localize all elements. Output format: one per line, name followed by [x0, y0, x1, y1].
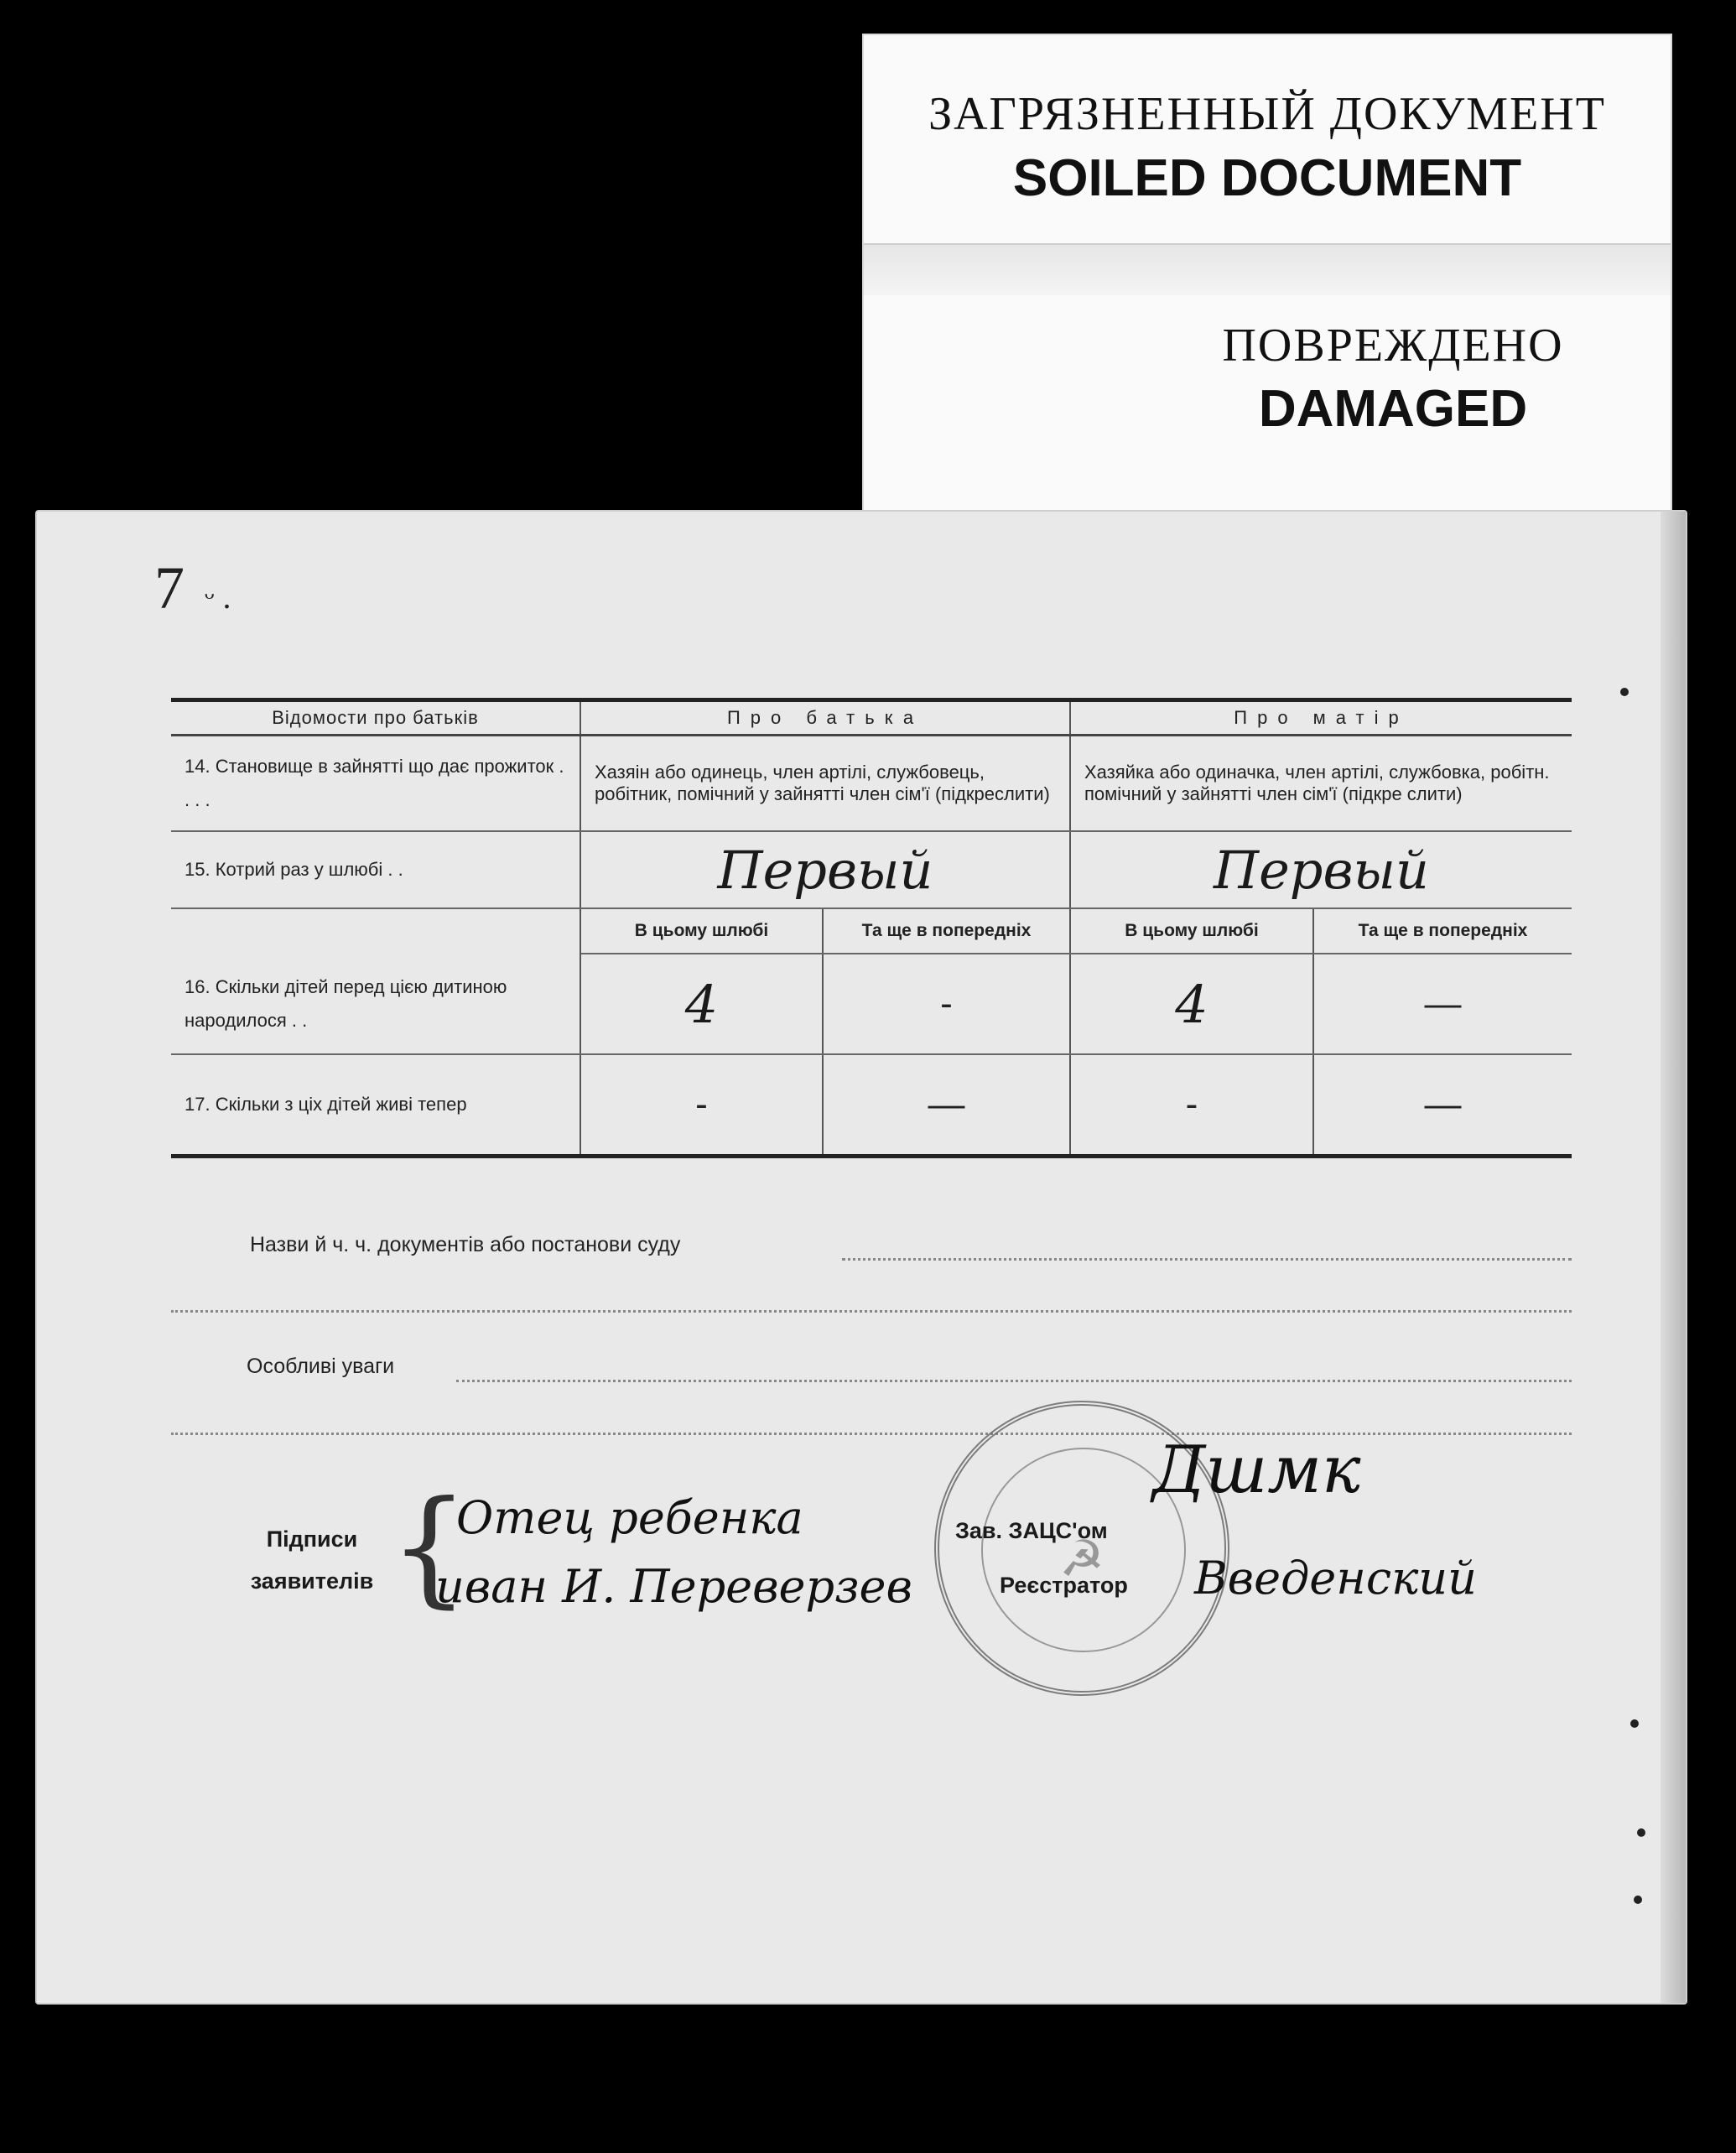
applicant-signature-line1: Отец ребенка	[456, 1491, 803, 1544]
row17-father-current: -	[580, 1054, 823, 1157]
remarks-dotted-line	[456, 1380, 1572, 1382]
damaged-notice-en: DAMAGED	[1258, 380, 1528, 438]
signatures-brace: {	[389, 1474, 470, 1620]
header-about-father: Про батька	[580, 700, 1070, 736]
applicant-signature-line2: иван И. Переверзев	[435, 1560, 912, 1613]
table-header-row	[171, 700, 1572, 736]
row17-father-previous: —	[823, 1054, 1070, 1157]
table-subheader-row	[171, 908, 1572, 954]
subheader-mother-previous: Та ще в попередніх	[1313, 908, 1572, 954]
header-parents-info: Відомости про батьків	[171, 700, 580, 736]
row16-father-current: 4	[580, 954, 823, 1054]
subheader-father-previous: Та ще в попередніх	[823, 908, 1070, 954]
row16-mother-previous: —	[1313, 954, 1572, 1054]
documents-dotted-line-2	[171, 1310, 1572, 1313]
subheader-mother-current: В цьому шлюбі	[1070, 908, 1313, 954]
subheader-spacer	[171, 908, 580, 954]
row16-father-previous: -	[823, 954, 1070, 1054]
row14-label: 14. Становище в зайнятті що дає прожиток . . . .	[171, 736, 580, 832]
damage-notice-card	[862, 34, 1672, 519]
documents-label: Назви й ч. ч. документів або постанови суду	[250, 1233, 681, 1256]
corner-mark: 7	[154, 554, 185, 621]
damaged-notice-ru: ПОВРЕЖДЕНО	[1222, 320, 1564, 372]
row16-label: 16. Скільки дітей перед цією дитиною народилося . .	[171, 954, 580, 1054]
head-label: Зав. ЗАЦС'ом	[955, 1518, 1108, 1543]
punch-hole	[1637, 1828, 1645, 1837]
documents-dotted-line	[842, 1258, 1572, 1261]
soiled-notice-ru: ЗАГРЯЗНЕННЫЙ ДОКУМЕНТ	[928, 88, 1606, 140]
notice-fold	[864, 243, 1671, 295]
table-row-14	[171, 736, 1572, 832]
row15-father-value: Первый	[580, 831, 1070, 908]
table-row-16	[171, 954, 1572, 1054]
corner-scribble: ᵕ .	[205, 578, 231, 616]
punch-hole	[1630, 1719, 1639, 1728]
subheader-father-current: В цьому шлюбі	[580, 908, 823, 954]
punch-hole	[1634, 1896, 1642, 1904]
row17-mother-current: -	[1070, 1054, 1313, 1157]
table-row-17	[171, 1054, 1572, 1157]
row14-mother-options: Хазяйка або одиначка, член артілі, службовка, робітн. помічний у зайнятті член сім'ї (підкре слити)	[1070, 736, 1572, 832]
signatures-label-line2: заявителів	[250, 1568, 374, 1594]
soiled-notice-en: SOILED DOCUMENT	[1012, 149, 1522, 207]
remarks-label: Особливі уваги	[247, 1355, 395, 1378]
row15-label: 15. Котрий раз у шлюбі . .	[171, 831, 580, 908]
record-sheet	[35, 510, 1687, 2005]
sheet-edge	[1661, 512, 1686, 2003]
registrar-label: Реєстратор	[1000, 1573, 1128, 1598]
seal-emblem: ☭	[1059, 1531, 1104, 1587]
row14-father-options: Хазяін або одинець, член артілі, службовець, робітник, помічний у зайнятті член сім'ї (підкреслити)	[580, 736, 1070, 832]
table-row-15	[171, 831, 1572, 908]
parents-info-table	[171, 698, 1572, 1158]
row15-mother-value: Первый	[1070, 831, 1572, 908]
row16-mother-current: 4	[1070, 954, 1313, 1054]
header-about-mother: Про матір	[1070, 700, 1572, 736]
punch-hole	[1620, 688, 1629, 696]
signatures-label-line1: Підписи	[266, 1526, 358, 1552]
row17-label: 17. Скільки з ціх дітей живі тепер	[171, 1054, 580, 1157]
row17-mother-previous: —	[1313, 1054, 1572, 1157]
remarks-dotted-line-2	[171, 1433, 1572, 1435]
head-signature: Дшмк	[1152, 1433, 1361, 1508]
registrar-signature: Введенский	[1194, 1552, 1477, 1604]
signatures-label	[228, 1518, 396, 1602]
